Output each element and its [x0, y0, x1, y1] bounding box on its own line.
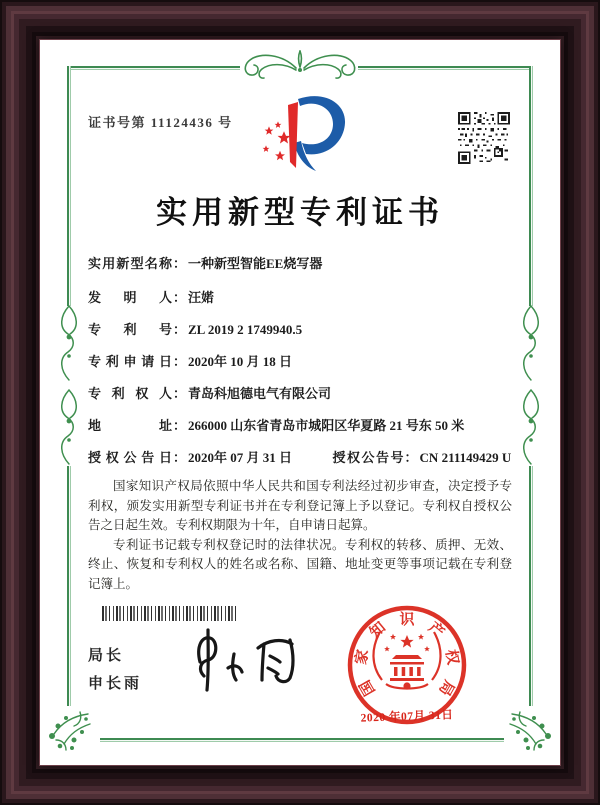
field-value: 汪婼 — [188, 290, 215, 305]
field-colon: ： — [404, 450, 418, 465]
border-right-lower-rule — [529, 466, 533, 706]
seal-char: 家 — [353, 648, 372, 666]
field-value: 青岛科旭德电气有限公司 — [188, 386, 332, 401]
border-top-right-rule — [358, 66, 533, 70]
certificate-title: 实用新型专利证书 — [156, 195, 444, 230]
left-scroll-ornament — [57, 304, 81, 468]
field-row-patentee — [88, 383, 331, 402]
field-label: 地址 — [88, 418, 172, 433]
field-row-address — [88, 415, 464, 434]
seal-char: 知 — [367, 619, 389, 642]
officer-name: 申长雨 — [88, 675, 143, 692]
signature — [182, 624, 310, 702]
field-row-filing-date — [88, 351, 292, 370]
field-colon: ： — [173, 418, 187, 433]
field-value: 2020年 07 月 31 日 — [188, 450, 293, 465]
field-label: 专利号 — [88, 322, 172, 337]
legal-text — [88, 477, 512, 594]
certificate-number: 证书号第 11124436 号 — [88, 115, 233, 130]
qr-code — [458, 112, 510, 164]
top-flourish-ornament — [238, 46, 362, 86]
border-right-upper-rule — [529, 66, 533, 306]
field-colon: ： — [173, 450, 187, 465]
field-row-patent-number — [88, 319, 302, 338]
field-label: 授权公告日 — [88, 450, 172, 465]
seal-char: 权 — [442, 648, 461, 666]
right-scroll-ornament — [519, 304, 543, 468]
field-colon: ： — [173, 354, 187, 369]
cnipa-logo — [252, 93, 348, 177]
seal-char: 国 — [357, 676, 379, 699]
seal-date: 2020 年07月 31日 — [360, 709, 454, 725]
field-label: 授权公告号 — [332, 450, 404, 465]
border-top-left-rule — [67, 66, 240, 70]
barcode — [102, 606, 238, 621]
officer-title: 局长 — [88, 647, 125, 664]
legal-paragraph-2: 专利证书记载专利权登记时的法律状况。专利权的转移、质押、无效、终止、恢复和专利权人的姓名或名称、国籍、地址变更等事项记载在专利登记簿上。 — [88, 537, 512, 591]
field-value: 2020年 10 月 18 日 — [188, 354, 293, 369]
seal-char: 产 — [425, 619, 447, 642]
field-colon: ： — [173, 290, 187, 305]
national-emblem-icon — [373, 632, 440, 690]
seal-char: 局 — [435, 676, 457, 699]
field-label: 发明人 — [88, 290, 172, 305]
field-label: 实用新型名称 — [88, 256, 172, 271]
field-colon: ： — [173, 386, 187, 401]
bottom-left-floral-ornament — [44, 706, 96, 752]
field-label: 专利申请日 — [88, 354, 172, 369]
field-label: 专利权人 — [88, 386, 172, 401]
seal-char: 识 — [399, 612, 415, 628]
legal-paragraph-1: 国家知识产权局依照中华人民共和国专利法经过初步审查，决定授予专利权，颁发实用新型专利证书并在专利登记簿上予以登记。专利权自授权公告之日起生效。专利权期限为十年，自申请日起算。 — [88, 479, 512, 532]
field-value: ZL 2019 2 1749940.5 — [188, 322, 303, 337]
bottom-right-floral-ornament — [504, 706, 556, 752]
border-bottom-rule — [100, 738, 504, 742]
border-left-lower-rule — [67, 466, 71, 706]
border-left-upper-rule — [67, 66, 71, 306]
certificate-page — [40, 40, 560, 765]
field-row-inventor — [88, 287, 214, 306]
field-value: CN 211149429 U — [419, 450, 512, 465]
field-row-name — [88, 253, 322, 272]
field-value: 一种新型智能EE烧写器 — [188, 256, 323, 271]
field-row-grant — [88, 447, 511, 466]
field-colon: ： — [173, 322, 187, 337]
field-value: 266000 山东省青岛市城阳区华夏路 21 号东 50 米 — [188, 418, 465, 433]
field-colon: ： — [173, 256, 187, 271]
